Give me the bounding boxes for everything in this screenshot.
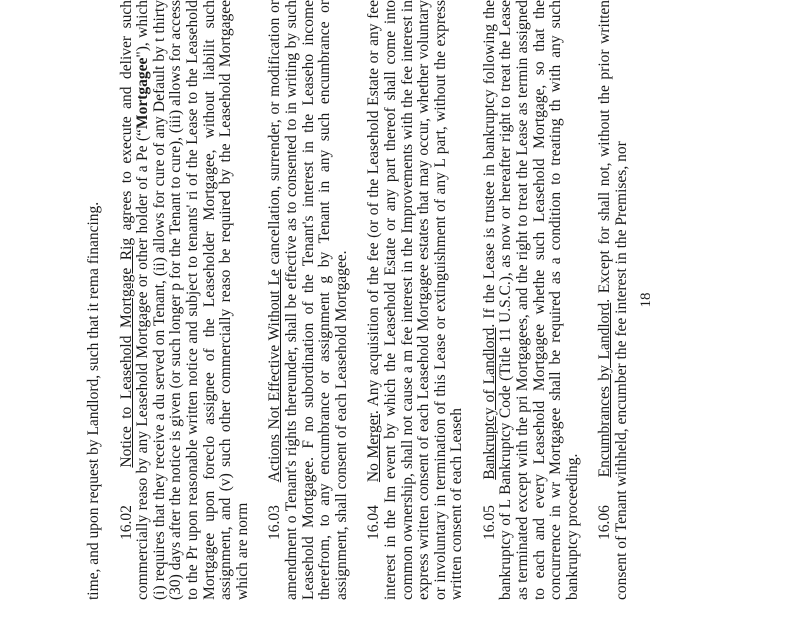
section-number: 16.03 <box>266 505 284 540</box>
section-body: . Except for shall not, without the prior written consent of Tenant withheld, encumber the fee interest in the Premises, nor <box>596 0 631 600</box>
section-16-02: 16.02 Notice to Leasehold Mortgage Rig agrees to execute and deliver such commercially reaso by any Leasehold Mortgagee or other holder of a Pe (“Mortgagee"), which (i) requires that they receive a du served on Tenant, (ii) allows for cure of any Default by t thirty (30) days after the notice is given (or such longer p for the Tenant to cure), (iii) allows for access to the Pr upon reasonable written notice and subject to tenants' ri of the Lease to the Leasehold Mortgagee upon foreclo assignee of the Leaseholder Mortgagee, without liabilit such assignment, and (v) such other commercially reaso be required by the Leasehold Mortgagee which are norm <box>117 0 251 600</box>
section-heading: Actions Not Effective Without Le <box>266 269 284 483</box>
section-16-06 <box>597 0 630 600</box>
section-16-04 <box>366 0 466 600</box>
section-heading: Notice to Leasehold Mortgage Rig <box>117 237 135 468</box>
section-body-part-2: "), which (i) requires that they receive a du served on Tenant, (ii) allows for cure of any Default by t thirty (30) days after the notice is given (or such longer p for the Tenant to cure), (iii) allows for access to the Pr upon reasonable written notice and subject to tenants' ri of the Lease to the Leasehold Mortgagee upon foreclo assignee of the Leaseholder Mortgagee, without liabilit such assignment, and (v) such other commercially reaso be required by the Leasehold Mortgagee which are norm <box>134 0 251 600</box>
section-body: cancellation, surrender, or modification or amendment o Tenant's rights thereunder, shall be effective as to consented to in writing by such Leasehold Mortgagee. F no subordination of the Tenant's interest in the Leaseho income therefrom, to any encumbrance or assignment g by Tenant in any such encumbrance or assignment, shall consent of each Leasehold Mortgagee. <box>266 0 350 600</box>
section-number: 16.05 <box>480 505 498 540</box>
section-heading: Bankruptcy of Landlord <box>480 327 498 480</box>
section-body: . Any acquisition of the fee (or of the Leasehold Estate or any fee interest in the Im event by which the Leasehold Estate or any part thereof shall come into common ownership, shall not cause a m fee interest in the Improvements with the fee interest in express written consent of each Leasehold Mortgagee estates that may occur, whether voluntary or involuntary in termination of this Lease or extinguishment of any L part, without the express written consent of each Leaseh <box>365 0 466 600</box>
defined-term: Mortgagee <box>134 57 152 130</box>
intro-paragraph: time, and upon request by Landlord, such that it rema financing. <box>85 201 102 600</box>
section-heading: Encumbrances by Landlord <box>596 302 614 478</box>
section-number: 16.02 <box>117 505 135 540</box>
page-number: 18 <box>638 292 654 308</box>
section-number: 16.04 <box>365 505 383 540</box>
section-16-03 <box>267 0 350 600</box>
section-16-05 <box>482 0 582 600</box>
section-body-part-1: agrees to execute and deliver such commercially reaso by any Leasehold Mortgagee or other holder of a Pe <box>117 0 152 600</box>
section-body: . If the Lease is trustee in bankruptcy following the bankruptcy of L Bankruptcy Code (Title 11 U.S.C.), as now or hereafter right to treat the Lease as terminated except with the pri Mortgagees, and the right to treat the Lease as termin assigned to each and every Leasehold Mortgagee whethe such Leasehold Mortgage, so that the concurrence in wr Mortgagee shall be required as a condition to treating th with any such bankruptcy proceeding. <box>480 0 581 600</box>
section-heading: No Merger <box>365 414 383 483</box>
rotated-document-page <box>86 0 726 600</box>
section-number: 16.06 <box>596 505 614 540</box>
